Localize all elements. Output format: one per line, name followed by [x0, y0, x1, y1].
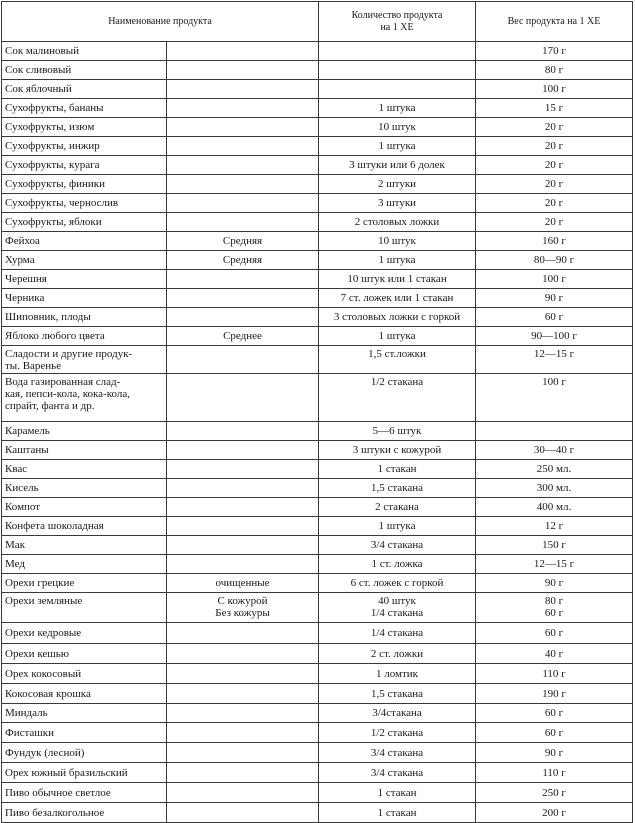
product-note-cell [167, 61, 319, 80]
table-row [2, 723, 633, 743]
quantity-cell: 3/4 стакана [319, 743, 476, 763]
product-note-cell [167, 175, 319, 194]
quantity-cell: 2 штуки [319, 175, 476, 194]
product-name-cell: Каштаны [2, 441, 167, 460]
table-row [2, 42, 633, 61]
product-name-cell: Миндаль [2, 704, 167, 723]
product-note-cell [167, 374, 319, 422]
product-name-cell: Орехи кедровые [2, 623, 167, 644]
table-row [2, 327, 633, 346]
quantity-cell: 10 штук [319, 118, 476, 137]
product-name-cell: Сухофрукты, изюм [2, 118, 167, 137]
header-product-name: Наименование продукта [2, 2, 319, 42]
product-name-cell: Орехи грецкие [2, 574, 167, 593]
product-name-cell: Орехи земляные [2, 593, 167, 623]
quantity-cell: 40 штук 1/4 стакана [319, 593, 476, 623]
table-row [2, 783, 633, 803]
product-name-cell: Сухофрукты, курага [2, 156, 167, 175]
quantity-cell: 1 штука [319, 99, 476, 118]
quantity-cell: 2 стакана [319, 498, 476, 517]
quantity-cell: 1 стакан [319, 783, 476, 803]
quantity-cell: 10 штук [319, 232, 476, 251]
product-note-cell [167, 441, 319, 460]
quantity-cell: 1 ломтик [319, 664, 476, 684]
quantity-cell: 3 штуки или 6 долек [319, 156, 476, 175]
product-note-cell [167, 99, 319, 118]
weight-cell: 90 г [476, 574, 633, 593]
weight-cell: 20 г [476, 175, 633, 194]
weight-cell: 60 г [476, 704, 633, 723]
table-row [2, 156, 633, 175]
weight-cell: 60 г [476, 623, 633, 644]
quantity-cell: 1 штука [319, 517, 476, 536]
weight-cell: 60 г [476, 308, 633, 327]
product-name-cell: Сухофрукты, чернослив [2, 194, 167, 213]
product-name-cell: Сладости и другие продук- ты. Варенье [2, 346, 167, 374]
weight-cell: 300 мл. [476, 479, 633, 498]
product-note-cell [167, 422, 319, 441]
xe-product-table [1, 1, 633, 823]
weight-cell: 80 г [476, 61, 633, 80]
product-name-cell: Сухофрукты, яблоки [2, 213, 167, 232]
table-row [2, 270, 633, 289]
quantity-cell: 1 стакан [319, 803, 476, 823]
weight-cell [476, 422, 633, 441]
quantity-cell: 1 штука [319, 251, 476, 270]
quantity-cell: 1,5 стакана [319, 684, 476, 704]
quantity-cell: 7 ст. ложек или 1 стакан [319, 289, 476, 308]
quantity-cell [319, 80, 476, 99]
table-row [2, 623, 633, 644]
weight-cell: 80 г 60 г [476, 593, 633, 623]
product-name-cell: Сок сливовый [2, 61, 167, 80]
product-note-cell [167, 623, 319, 644]
weight-cell: 110 г [476, 664, 633, 684]
table-row [2, 684, 633, 704]
quantity-cell: 1,5 ст.ложки [319, 346, 476, 374]
product-note-cell [167, 783, 319, 803]
weight-cell: 30—40 г [476, 441, 633, 460]
weight-cell: 20 г [476, 118, 633, 137]
table-row [2, 213, 633, 232]
product-name-cell: Фейхоа [2, 232, 167, 251]
product-name-cell: Шиповник, плоды [2, 308, 167, 327]
table-row [2, 99, 633, 118]
table-row [2, 479, 633, 498]
quantity-cell: 1,5 стакана [319, 479, 476, 498]
weight-cell: 150 г [476, 536, 633, 555]
product-note-cell [167, 704, 319, 723]
product-name-cell: Орех кокосовый [2, 664, 167, 684]
product-note-cell [167, 723, 319, 743]
table-row [2, 593, 633, 623]
weight-cell: 12 г [476, 517, 633, 536]
product-note-cell [167, 479, 319, 498]
product-name-cell: Сок яблочный [2, 80, 167, 99]
quantity-cell: 3 столовых ложки с горкой [319, 308, 476, 327]
product-note-cell [167, 460, 319, 479]
table-row [2, 289, 633, 308]
product-name-cell: Мак [2, 536, 167, 555]
product-note-cell [167, 664, 319, 684]
product-name-cell: Сок малиновый [2, 42, 167, 61]
quantity-cell: 1 стакан [319, 460, 476, 479]
product-name-cell: Яблоко любого цвета [2, 327, 167, 346]
table-row [2, 346, 633, 374]
product-name-cell: Квас [2, 460, 167, 479]
quantity-cell: 1 штука [319, 327, 476, 346]
product-name-cell: Фундук (лесной) [2, 743, 167, 763]
table-row [2, 704, 633, 723]
quantity-cell: 1/2 стакана [319, 374, 476, 422]
product-name-cell: Мед [2, 555, 167, 574]
quantity-cell: 3 штуки с кожурой [319, 441, 476, 460]
table-row [2, 422, 633, 441]
product-note-cell [167, 803, 319, 823]
weight-cell: 20 г [476, 194, 633, 213]
product-note-cell [167, 118, 319, 137]
product-name-cell: Конфета шоколадная [2, 517, 167, 536]
product-note-cell [167, 42, 319, 61]
table-row [2, 80, 633, 99]
weight-cell: 90 г [476, 743, 633, 763]
weight-cell: 12—15 г [476, 555, 633, 574]
table-row [2, 555, 633, 574]
header-quantity: Количество продукта на 1 ХЕ [319, 2, 476, 42]
product-note-cell: Средняя [167, 251, 319, 270]
product-note-cell: С кожурой Без кожуры [167, 593, 319, 623]
product-note-cell [167, 644, 319, 664]
product-note-cell [167, 684, 319, 704]
weight-cell: 160 г [476, 232, 633, 251]
weight-cell: 170 г [476, 42, 633, 61]
quantity-cell: 5—6 штук [319, 422, 476, 441]
table-row [2, 498, 633, 517]
quantity-cell [319, 42, 476, 61]
product-note-cell [167, 346, 319, 374]
weight-cell: 100 г [476, 270, 633, 289]
weight-cell: 90 г [476, 289, 633, 308]
product-name-cell: Карамель [2, 422, 167, 441]
table-row [2, 664, 633, 684]
product-note-cell [167, 517, 319, 536]
product-note-cell [167, 80, 319, 99]
weight-cell: 20 г [476, 137, 633, 156]
table-row [2, 61, 633, 80]
product-name-cell: Сухофрукты, инжир [2, 137, 167, 156]
table-row [2, 374, 633, 422]
product-note-cell [167, 498, 319, 517]
table-row [2, 175, 633, 194]
product-note-cell: очищенные [167, 574, 319, 593]
quantity-cell: 3/4 стакана [319, 763, 476, 783]
table-row [2, 460, 633, 479]
product-note-cell [167, 743, 319, 763]
product-note-cell [167, 536, 319, 555]
table-row [2, 194, 633, 213]
product-note-cell [167, 213, 319, 232]
quantity-cell: 3/4 стакана [319, 536, 476, 555]
product-note-cell [167, 137, 319, 156]
quantity-cell [319, 61, 476, 80]
table-row [2, 574, 633, 593]
weight-cell: 12—15 г [476, 346, 633, 374]
quantity-cell: 2 столовых ложки [319, 213, 476, 232]
product-name-cell: Сухофрукты, бананы [2, 99, 167, 118]
table-row [2, 118, 633, 137]
weight-cell: 20 г [476, 156, 633, 175]
weight-cell: 90—100 г [476, 327, 633, 346]
weight-cell: 20 г [476, 213, 633, 232]
quantity-cell: 3/4стакана [319, 704, 476, 723]
quantity-cell: 2 ст. ложки [319, 644, 476, 664]
table-row [2, 308, 633, 327]
product-name-cell: Компот [2, 498, 167, 517]
product-name-cell: Орехи кешью [2, 644, 167, 664]
product-name-cell: Хурма [2, 251, 167, 270]
weight-cell: 250 г [476, 783, 633, 803]
weight-cell: 110 г [476, 763, 633, 783]
table-row [2, 232, 633, 251]
quantity-cell: 3 штуки [319, 194, 476, 213]
quantity-cell: 1/4 стакана [319, 623, 476, 644]
table-row [2, 803, 633, 823]
product-note-cell [167, 555, 319, 574]
quantity-cell: 10 штук или 1 стакан [319, 270, 476, 289]
product-note-cell [167, 156, 319, 175]
quantity-cell: 1 штука [319, 137, 476, 156]
product-name-cell: Орех южный бразильский [2, 763, 167, 783]
weight-cell: 250 мл. [476, 460, 633, 479]
quantity-cell: 6 ст. ложек с горкой [319, 574, 476, 593]
weight-cell: 40 г [476, 644, 633, 664]
product-note-cell [167, 270, 319, 289]
product-name-cell: Пиво безалкогольное [2, 803, 167, 823]
product-note-cell [167, 308, 319, 327]
weight-cell: 200 г [476, 803, 633, 823]
table-row [2, 536, 633, 555]
product-note-cell [167, 289, 319, 308]
weight-cell: 15 г [476, 99, 633, 118]
product-name-cell: Фисташки [2, 723, 167, 743]
product-name-cell: Вода газированная слад- кая, пепси-кола, кока-кола, спрайт, фанта и др. [2, 374, 167, 422]
product-note-cell: Средняя [167, 232, 319, 251]
product-name-cell: Пиво обычное светлое [2, 783, 167, 803]
weight-cell: 190 г [476, 684, 633, 704]
weight-cell: 100 г [476, 374, 633, 422]
table-row [2, 763, 633, 783]
product-name-cell: Черешня [2, 270, 167, 289]
quantity-cell: 1/2 стакана [319, 723, 476, 743]
table-row [2, 251, 633, 270]
product-note-cell: Среднее [167, 327, 319, 346]
table-row [2, 441, 633, 460]
product-name-cell: Сухофрукты, финики [2, 175, 167, 194]
header-weight: Вес продукта на 1 ХЕ [476, 2, 633, 42]
product-name-cell: Кисель [2, 479, 167, 498]
table-row [2, 137, 633, 156]
product-note-cell [167, 194, 319, 213]
product-name-cell: Черника [2, 289, 167, 308]
weight-cell: 100 г [476, 80, 633, 99]
weight-cell: 80—90 г [476, 251, 633, 270]
product-name-cell: Кокосовая крошка [2, 684, 167, 704]
table-row [2, 743, 633, 763]
table-row [2, 644, 633, 664]
weight-cell: 400 мл. [476, 498, 633, 517]
table-row [2, 517, 633, 536]
table-header-row [2, 2, 633, 42]
product-note-cell [167, 763, 319, 783]
weight-cell: 60 г [476, 723, 633, 743]
quantity-cell: 1 ст. ложка [319, 555, 476, 574]
